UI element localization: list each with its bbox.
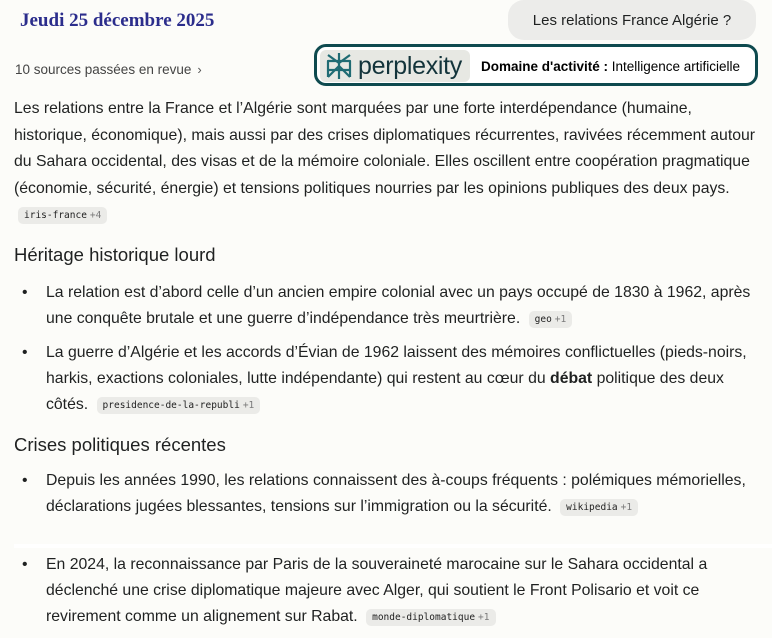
- bullet-icon: •: [22, 472, 28, 489]
- citation-source: geo: [534, 314, 552, 325]
- perplexity-banner: [314, 44, 758, 86]
- citation-source: iris-france: [24, 210, 87, 221]
- citation-chip[interactable]: [560, 499, 638, 516]
- bullet-bold-text: débat: [550, 370, 593, 387]
- list-item: [14, 280, 758, 332]
- divider: [14, 544, 772, 548]
- citation-source: presidence-de-la-republi: [102, 400, 240, 411]
- brand-logo: [320, 50, 470, 82]
- intro-paragraph: [14, 96, 758, 229]
- domain-text: [481, 59, 740, 74]
- citation-count: +4: [89, 210, 102, 221]
- bullet-icon: •: [22, 556, 28, 573]
- domain-label: Domaine d'activité :: [481, 59, 608, 74]
- citation-count: +1: [478, 612, 490, 623]
- citation-count: +1: [242, 400, 255, 411]
- bullet-text: La relation est d’abord celle d’un ancien empire colonial avec un pays occupé de 1830 à 1962, après une conquête brutale et une guerre d’indépendance très meurtrière.: [46, 284, 751, 327]
- answer-content: [14, 96, 758, 625]
- list-item: [14, 468, 758, 520]
- citation-chip[interactable]: [529, 311, 573, 328]
- list-item: [14, 552, 758, 630]
- perplexity-logo-icon: [326, 52, 352, 80]
- bullet-text-end: politique des deux côtés.: [46, 370, 724, 413]
- citation-source: monde-diplomatique: [372, 612, 476, 623]
- list-item: [14, 340, 758, 418]
- citation-chip[interactable]: [366, 609, 495, 626]
- sources-label: 10 sources passées en revue: [15, 62, 192, 77]
- section-heading: Héritage historique lourd: [14, 244, 216, 265]
- bullet-text: La guerre d’Algérie et les accords d’Évian de 1962 laissent des mémoires conflictuelles (pieds-noirs, harkis, exactions coloniales, lutte indépendante) qui restent au cœur du: [46, 344, 747, 387]
- section-heading: Crises politiques récentes: [14, 434, 226, 455]
- intro-text: Les relations entre la France et l’Algérie sont marquées par une forte interdépendance (humaine, historique, économique), mais aussi par des crises diplomatiques récurrentes, ravivées récemment autour du Sahara occidental, des visas et de la mémoire coloniale. Elles oscillent entre coopération pragmatique (économie, sécurité, énergie) et tensions politiques nourries par les opinions publiques des deux pays.: [14, 100, 756, 197]
- brand-name: perplexity: [358, 51, 462, 80]
- citation-count: +1: [620, 502, 633, 513]
- citation-chip[interactable]: [97, 397, 261, 414]
- date-title: Jeudi 25 décembre 2025: [20, 10, 215, 31]
- domain-value: Intelligence artificielle: [608, 59, 741, 74]
- bullet-icon: •: [22, 284, 28, 301]
- citation-count: +1: [554, 314, 567, 325]
- query-bubble[interactable]: Les relations France Algérie ?: [508, 0, 756, 40]
- citation-source: wikipedia: [566, 502, 618, 513]
- chevron-right-icon: ›: [197, 62, 202, 77]
- sources-link[interactable]: [15, 62, 202, 77]
- bullet-text: En 2024, la reconnaissance par Paris de la souveraineté marocaine sur le Sahara occidental a déclenché une crise diplomatique majeure avec Alger, qui soutient le Front Polisario et voit ce revirement comme un alignement sur Rabat.: [46, 556, 708, 625]
- citation-chip[interactable]: [18, 207, 107, 224]
- bullet-text: Depuis les années 1990, les relations connaissent des à-coups fréquents : polémiques mémorielles, déclarations jugées blessantes, tensions sur l’immigration ou la sécurité.: [46, 472, 746, 515]
- bullet-icon: •: [22, 344, 28, 361]
